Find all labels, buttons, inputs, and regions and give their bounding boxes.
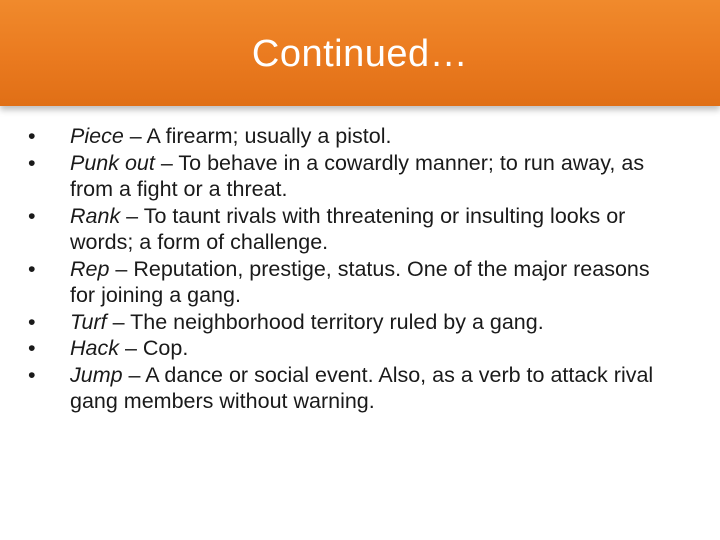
term: Hack: [70, 336, 119, 360]
list-item: [28, 150, 678, 203]
term: Punk out: [70, 150, 155, 175]
term: Rank: [70, 203, 121, 228]
definition-list: [28, 123, 678, 415]
term: Piece: [70, 124, 124, 148]
list-item: [28, 362, 678, 415]
bullet-icon: •: [28, 124, 36, 148]
term: Jump: [70, 362, 123, 387]
bullet-icon: •: [28, 256, 36, 281]
definition: – The neighborhood territory ruled by a gang.: [106, 309, 544, 334]
list-item: [28, 203, 678, 256]
bullet-icon: •: [28, 336, 36, 360]
term: Turf: [70, 309, 107, 334]
title-bar: [0, 0, 720, 106]
list-item: [28, 309, 678, 336]
bullet-icon: •: [28, 150, 36, 175]
definition: – A dance or social event. Also, as a verb to attack rival gang members without warning.: [70, 362, 654, 413]
definition: – Reputation, prestige, status. One of the major reasons for joining a gang.: [70, 256, 650, 307]
term: Rep: [70, 256, 110, 281]
bullet-icon: •: [28, 203, 36, 228]
definition: – Cop.: [118, 336, 189, 360]
definition: – To taunt rivals with threatening or insulting looks or words; a form of challenge.: [70, 203, 626, 254]
slide-content: [28, 123, 678, 415]
definition: – A firearm; usually a pistol.: [123, 124, 392, 148]
list-item: [28, 335, 678, 362]
list-item: [28, 123, 678, 150]
bullet-icon: •: [28, 309, 36, 334]
bullet-icon: •: [28, 362, 36, 387]
list-item: [28, 256, 678, 309]
definition: – To behave in a cowardly manner; to run away, as from a fight or a threat.: [70, 150, 645, 201]
slide-title: Continued…: [251, 33, 469, 75]
